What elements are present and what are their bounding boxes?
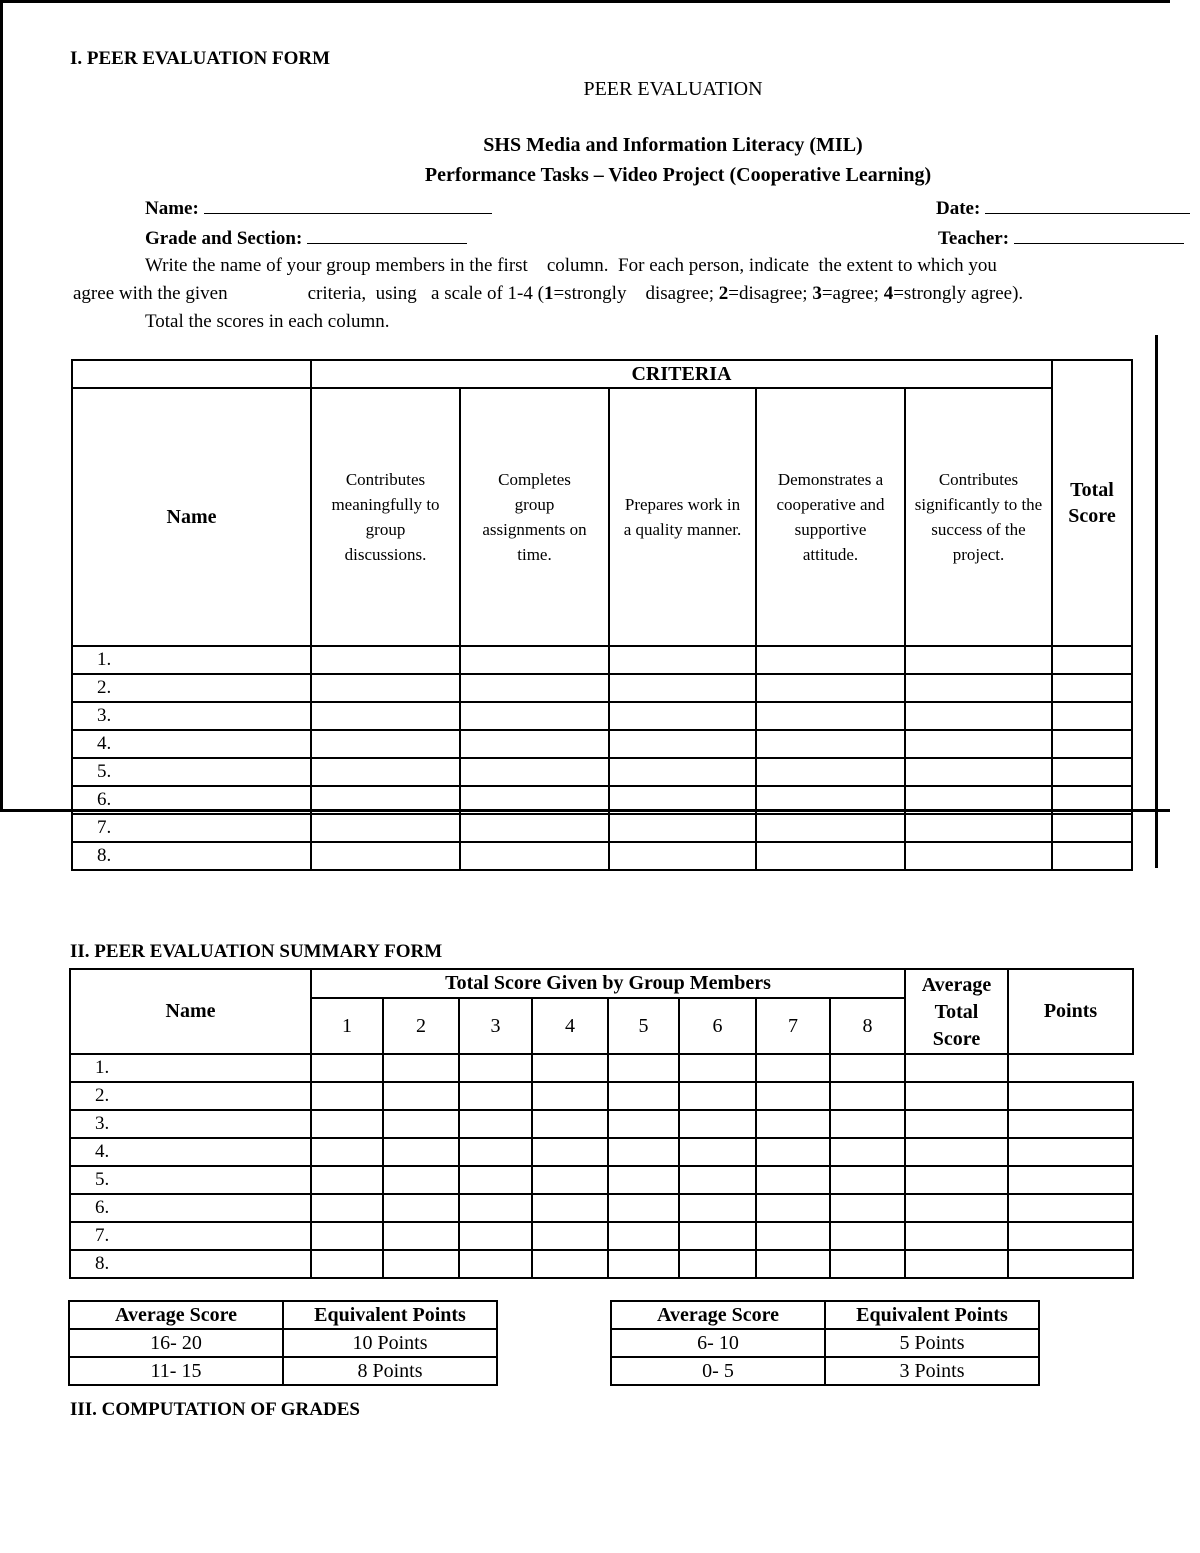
summary-name-cell[interactable]: 4. [70, 1138, 311, 1166]
summary-name-header: Name [70, 969, 311, 1054]
total-score-cell[interactable] [1052, 758, 1132, 786]
points-value-cell: 3 Points [825, 1357, 1039, 1385]
average-cell[interactable] [905, 1166, 1008, 1194]
member-name-cell[interactable]: 1. [72, 646, 311, 674]
teacher-label: Teacher: [938, 228, 1010, 249]
member-score-cell[interactable] [383, 1250, 459, 1278]
member-score-cell[interactable] [608, 1082, 679, 1110]
member-name-cell[interactable]: 2. [72, 674, 311, 702]
score-range-cell: 16- 20 [69, 1329, 283, 1357]
criterion-1: Contributes meaningfully to group discussions. [311, 388, 460, 646]
member-score-cell[interactable] [830, 1082, 905, 1110]
criterion-5: Contributes significantly to the success of the project. [905, 388, 1052, 646]
score-table-row [611, 1329, 1039, 1357]
criterion-score-cell[interactable] [905, 702, 1052, 730]
summary-table-row [70, 1054, 1133, 1082]
score-range-cell: 0- 5 [611, 1357, 825, 1385]
task-title: Performance Tasks – Video Project (Cooperative Learning) [424, 164, 932, 186]
criterion-score-cell[interactable] [905, 758, 1052, 786]
member-score-cell[interactable] [532, 1222, 608, 1250]
member-score-cell[interactable] [756, 1110, 830, 1138]
name-field[interactable] [145, 195, 492, 220]
member-number-header: 4 [532, 998, 608, 1054]
criterion-score-cell[interactable] [905, 786, 1052, 814]
criterion-score-cell[interactable] [905, 674, 1052, 702]
member-score-cell[interactable] [608, 1054, 679, 1082]
criteria-table-row [72, 758, 1132, 786]
member-score-cell[interactable] [532, 1054, 608, 1082]
points-value-cell: 5 Points [825, 1329, 1039, 1357]
member-score-cell[interactable] [532, 1082, 608, 1110]
criteria-table-row [72, 674, 1132, 702]
member-score-cell[interactable] [756, 1082, 830, 1110]
member-score-cell[interactable] [532, 1250, 608, 1278]
member-name-cell[interactable]: 8. [72, 842, 311, 870]
average-cell[interactable] [905, 1082, 1008, 1110]
member-score-cell[interactable] [311, 1110, 383, 1138]
criterion-score-cell[interactable] [905, 730, 1052, 758]
member-number-header: 1 [311, 998, 383, 1054]
criteria-corner [72, 360, 311, 388]
criterion-score-cell[interactable] [311, 674, 460, 702]
criteria-table [71, 359, 1133, 871]
total-score-cell[interactable] [1052, 646, 1132, 674]
summary-table-row [70, 1082, 1133, 1110]
average-cell[interactable] [905, 1194, 1008, 1222]
member-name-cell[interactable]: 5. [72, 758, 311, 786]
total-score-cell[interactable] [1052, 674, 1132, 702]
equivalent-points-header: Equivalent Points [283, 1301, 497, 1329]
criterion-score-cell[interactable] [756, 674, 905, 702]
member-score-cell[interactable] [532, 1138, 608, 1166]
points-cell[interactable] [905, 1054, 1008, 1082]
criteria-table-row [72, 730, 1132, 758]
member-score-cell[interactable] [311, 1194, 383, 1222]
criterion-score-cell[interactable] [460, 758, 609, 786]
member-score-cell[interactable] [756, 1138, 830, 1166]
member-name-cell[interactable]: 4. [72, 730, 311, 758]
member-score-cell[interactable] [756, 1166, 830, 1194]
points-cell[interactable] [1008, 1194, 1133, 1222]
summary-table-row [70, 1110, 1133, 1138]
criterion-score-cell[interactable] [756, 730, 905, 758]
name-column-header: Name [72, 388, 311, 646]
member-number-header: 5 [608, 998, 679, 1054]
member-score-cell[interactable] [459, 1110, 532, 1138]
criterion-score-cell[interactable] [756, 646, 905, 674]
criterion-score-cell[interactable] [609, 814, 756, 842]
equivalent-points-header: Equivalent Points [825, 1301, 1039, 1329]
course-title: SHS Media and Information Literacy (MIL) [483, 134, 863, 156]
member-score-cell[interactable] [679, 1054, 756, 1082]
average-cell[interactable] [905, 1222, 1008, 1250]
criterion-score-cell[interactable] [905, 842, 1052, 870]
right-divider-line [1155, 335, 1158, 868]
member-score-cell[interactable] [756, 1054, 830, 1082]
name-label: Name: [145, 198, 199, 219]
criterion-score-cell[interactable] [609, 702, 756, 730]
member-score-cell[interactable] [459, 1222, 532, 1250]
total-score-cell[interactable] [1052, 842, 1132, 870]
member-score-cell[interactable] [608, 1194, 679, 1222]
member-score-cell[interactable] [311, 1250, 383, 1278]
member-score-cell[interactable] [532, 1110, 608, 1138]
member-score-cell[interactable] [459, 1138, 532, 1166]
criterion-score-cell[interactable] [460, 814, 609, 842]
total-score-cell[interactable] [1052, 786, 1132, 814]
member-score-cell[interactable] [311, 1138, 383, 1166]
member-name-cell[interactable]: 3. [72, 702, 311, 730]
instructions-line-1: Write the name of your group members in the first column. For each person, indicate the extent to which you [145, 255, 997, 276]
member-score-cell[interactable] [608, 1250, 679, 1278]
grade-section-label: Grade and Section: [145, 228, 303, 249]
form-title: PEER EVALUATION [583, 78, 763, 100]
date-field[interactable] [936, 195, 1190, 220]
member-number-header: 7 [756, 998, 830, 1054]
member-score-cell[interactable] [830, 1110, 905, 1138]
criteria-table-row [72, 702, 1132, 730]
member-score-cell[interactable] [830, 1194, 905, 1222]
date-blank[interactable] [985, 195, 1190, 214]
criterion-score-cell[interactable] [460, 646, 609, 674]
member-score-cell[interactable] [311, 1054, 383, 1082]
member-score-cell[interactable] [383, 1138, 459, 1166]
criterion-score-cell[interactable] [460, 842, 609, 870]
member-score-cell[interactable] [532, 1194, 608, 1222]
criterion-score-cell[interactable] [460, 674, 609, 702]
member-score-cell[interactable] [830, 1166, 905, 1194]
section2-heading: II. PEER EVALUATION SUMMARY FORM [70, 941, 443, 962]
member-number-header: 6 [679, 998, 756, 1054]
average-cell[interactable] [905, 1250, 1008, 1278]
score-table-header-row [69, 1301, 497, 1329]
member-score-cell[interactable] [756, 1222, 830, 1250]
criteria-table-row [72, 786, 1132, 814]
criteria-table-row [72, 814, 1132, 842]
criterion-score-cell[interactable] [311, 814, 460, 842]
instructions-line-3: Total the scores in each column. [145, 311, 390, 332]
member-score-cell[interactable] [679, 1110, 756, 1138]
criterion-score-cell[interactable] [756, 814, 905, 842]
criterion-score-cell[interactable] [311, 702, 460, 730]
member-score-cell[interactable] [383, 1166, 459, 1194]
member-score-cell[interactable] [830, 1222, 905, 1250]
member-score-cell[interactable] [311, 1222, 383, 1250]
summary-table-row [70, 1250, 1133, 1278]
criterion-score-cell[interactable] [311, 786, 460, 814]
member-score-cell[interactable] [756, 1250, 830, 1278]
summary-name-cell[interactable]: 3. [70, 1110, 311, 1138]
section1-heading: I. PEER EVALUATION FORM [70, 48, 331, 69]
group-score-header: Total Score Given by Group Members [311, 969, 905, 998]
criterion-score-cell[interactable] [460, 702, 609, 730]
criterion-score-cell[interactable] [905, 646, 1052, 674]
member-name-cell[interactable]: 7. [72, 814, 311, 842]
member-score-cell[interactable] [679, 1222, 756, 1250]
summary-name-cell[interactable]: 1. [70, 1054, 311, 1082]
member-number-header: 3 [459, 998, 532, 1054]
member-score-cell[interactable] [311, 1166, 383, 1194]
member-score-cell[interactable] [679, 1250, 756, 1278]
summary-table-row [70, 1222, 1133, 1250]
member-score-cell[interactable] [383, 1194, 459, 1222]
points-cell[interactable] [1008, 1138, 1133, 1166]
points-value-cell: 10 Points [283, 1329, 497, 1357]
member-score-cell[interactable] [459, 1166, 532, 1194]
member-number-header: 8 [830, 998, 905, 1054]
points-cell[interactable] [1008, 1166, 1133, 1194]
total-score-header: Total Score [1052, 360, 1132, 646]
criterion-score-cell[interactable] [756, 702, 905, 730]
criterion-score-cell[interactable] [609, 758, 756, 786]
points-value-cell: 8 Points [283, 1357, 497, 1385]
summary-name-cell[interactable]: 5. [70, 1166, 311, 1194]
grade-section-blank[interactable] [307, 225, 467, 244]
criterion-score-cell[interactable] [756, 758, 905, 786]
member-score-cell[interactable] [383, 1054, 459, 1082]
member-score-cell[interactable] [459, 1194, 532, 1222]
member-score-cell[interactable] [679, 1138, 756, 1166]
summary-name-cell[interactable]: 8. [70, 1250, 311, 1278]
total-score-cell[interactable] [1052, 814, 1132, 842]
total-score-cell[interactable] [1052, 730, 1132, 758]
criterion-score-cell[interactable] [311, 842, 460, 870]
member-score-cell[interactable] [532, 1166, 608, 1194]
points-cell[interactable] [1008, 1082, 1133, 1110]
score-table-2 [610, 1300, 1040, 1386]
member-score-cell[interactable] [459, 1250, 532, 1278]
score-table-row [611, 1357, 1039, 1385]
member-score-cell[interactable] [608, 1110, 679, 1138]
criteria-header: CRITERIA [311, 360, 1052, 388]
score-table-row [69, 1357, 497, 1385]
criterion-4: Demonstrates a cooperative and supportive attitude. [756, 388, 905, 646]
summary-table [69, 968, 1134, 1279]
criterion-score-cell[interactable] [460, 786, 609, 814]
section3-heading: III. COMPUTATION OF GRADES [70, 1399, 360, 1420]
criterion-2: Completes group assignments on time. [460, 388, 609, 646]
points-cell[interactable] [1008, 1222, 1133, 1250]
member-score-cell[interactable] [830, 1250, 905, 1278]
criterion-score-cell[interactable] [460, 730, 609, 758]
average-score-header: Average Score [611, 1301, 825, 1329]
average-cell[interactable] [905, 1138, 1008, 1166]
points-cell[interactable] [1008, 1110, 1133, 1138]
criterion-score-cell[interactable] [756, 786, 905, 814]
criteria-table-row [72, 842, 1132, 870]
criterion-score-cell[interactable] [311, 646, 460, 674]
criterion-score-cell[interactable] [756, 842, 905, 870]
member-score-cell[interactable] [459, 1054, 532, 1082]
criterion-score-cell[interactable] [609, 674, 756, 702]
date-label: Date: [936, 198, 981, 219]
total-score-cell[interactable] [1052, 702, 1132, 730]
criterion-score-cell[interactable] [609, 646, 756, 674]
criterion-score-cell[interactable] [311, 730, 460, 758]
criterion-score-cell[interactable] [609, 730, 756, 758]
criterion-3: Prepares work in a quality manner. [609, 388, 756, 646]
summary-table-row [70, 1166, 1133, 1194]
member-score-cell[interactable] [383, 1222, 459, 1250]
summary-table-row [70, 1194, 1133, 1222]
criterion-score-cell[interactable] [905, 814, 1052, 842]
member-score-cell[interactable] [608, 1166, 679, 1194]
criteria-table-row [72, 646, 1132, 674]
member-score-cell[interactable] [679, 1082, 756, 1110]
summary-name-cell[interactable]: 7. [70, 1222, 311, 1250]
teacher-field[interactable] [938, 225, 1184, 250]
member-number-header: 2 [383, 998, 459, 1054]
score-range-cell: 6- 10 [611, 1329, 825, 1357]
member-score-cell[interactable] [608, 1138, 679, 1166]
member-score-cell[interactable] [459, 1082, 532, 1110]
average-total-score-header: Average Total Score [905, 969, 1008, 1054]
average-score-header: Average Score [69, 1301, 283, 1329]
average-cell[interactable] [905, 1110, 1008, 1138]
member-score-cell[interactable] [830, 1138, 905, 1166]
points-header: Points [1008, 969, 1133, 1054]
score-table-row [69, 1329, 497, 1357]
teacher-blank[interactable] [1014, 225, 1184, 244]
member-score-cell[interactable] [383, 1082, 459, 1110]
score-range-cell: 11- 15 [69, 1357, 283, 1385]
member-score-cell[interactable] [383, 1110, 459, 1138]
criterion-score-cell[interactable] [311, 758, 460, 786]
member-score-cell[interactable] [608, 1222, 679, 1250]
member-score-cell[interactable] [830, 1054, 905, 1082]
member-name-cell[interactable]: 6. [72, 786, 311, 814]
summary-name-cell[interactable]: 2. [70, 1082, 311, 1110]
criterion-score-cell[interactable] [609, 842, 756, 870]
member-score-cell[interactable] [756, 1194, 830, 1222]
criterion-score-cell[interactable] [609, 786, 756, 814]
member-score-cell[interactable] [679, 1166, 756, 1194]
points-cell[interactable] [1008, 1250, 1133, 1278]
summary-name-cell[interactable]: 6. [70, 1194, 311, 1222]
member-score-cell[interactable] [679, 1194, 756, 1222]
summary-table-row [70, 1138, 1133, 1166]
grade-section-field[interactable] [145, 225, 467, 250]
instructions-line-2: agree with the given criteria, using a scale of 1-4 (1=strongly disagree; 2=disagree; 3=agree; 4=strongly agree). [73, 283, 1024, 304]
score-table-1 [68, 1300, 498, 1386]
score-table-header-row [611, 1301, 1039, 1329]
member-score-cell[interactable] [311, 1082, 383, 1110]
name-blank[interactable] [204, 195, 492, 214]
